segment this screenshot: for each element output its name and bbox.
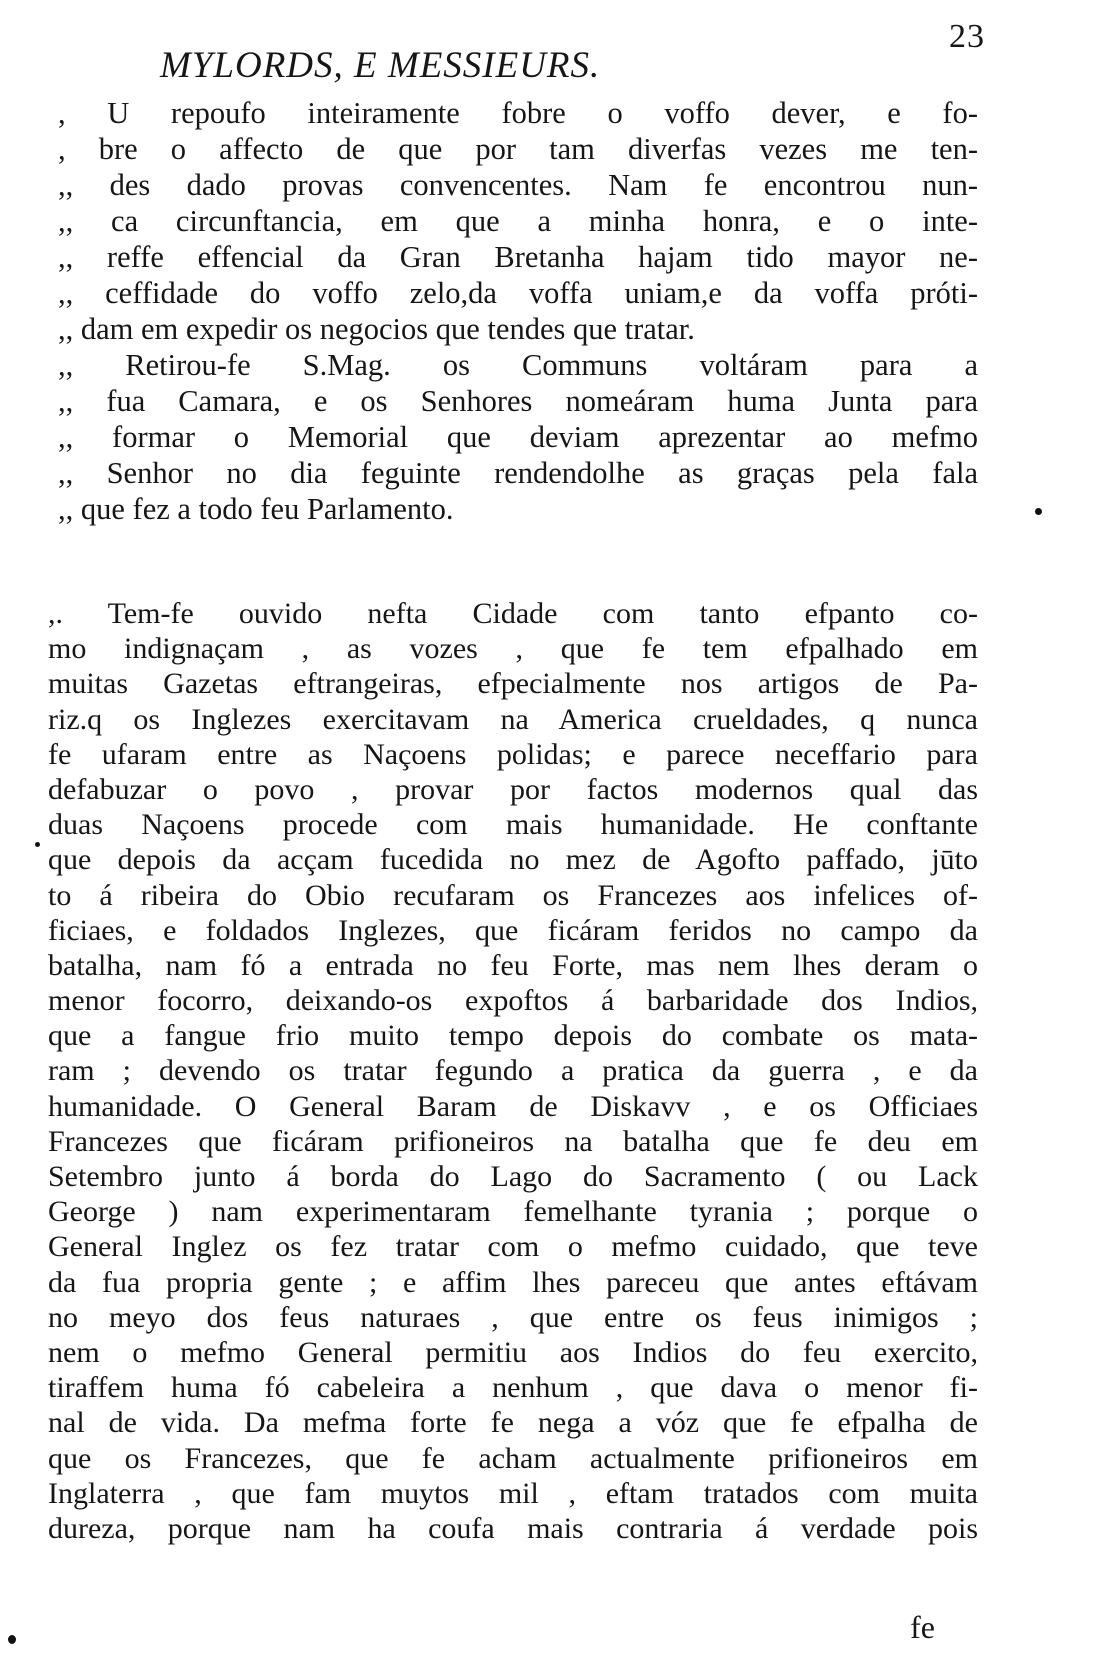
narrative-line: George ) nam experimentaram femelhante tyrania ; porque o	[48, 1195, 978, 1229]
narrative-line: que depois da acçam fucedida no mez de Agofto paffado, jūto	[48, 843, 978, 877]
ink-speck	[1035, 508, 1042, 515]
ink-speck	[35, 842, 40, 847]
narrative-line: fe ufaram entre as Naçoens polidas; e parece neceffario para	[48, 737, 978, 771]
narrative-line: ram ; devendo os tratar fegundo a pratica da guerra , e da	[48, 1054, 978, 1088]
narrative-line: mo indignaçam , as vozes , que fe tem efpalhado em	[48, 632, 978, 666]
speech-line: , bre o affecto de que por tam diverfas vezes me ten-	[58, 132, 978, 166]
narrative-line: nal de vida. Da mefma forte fe nega a vóz que fe efpalha de	[48, 1406, 978, 1440]
narrative-line: Setembro junto á borda do Lago do Sacramento ( ou Lack	[48, 1160, 978, 1193]
speech-block	[48, 95, 978, 527]
catchword: fe	[910, 1609, 935, 1645]
narrative-line: Francezes que ficáram prifioneiros na batalha que fe deu em	[48, 1124, 978, 1158]
narrative-line: ficiaes, e foldados Inglezes, que ficáram feridos no campo da	[48, 913, 978, 947]
narrative-line: Inglaterra , que fam muytos mil , eftam tratados com muita	[48, 1476, 978, 1510]
narrative-line: menor focorro, deixando-os expoftos á barbaridade dos Indios,	[48, 984, 978, 1018]
speech-line: ,, reffe effencial da Gran Bretanha hajam tido mayor ne-	[58, 240, 978, 274]
page-number: 23	[949, 18, 985, 55]
speech-line: ,, formar o Memorial que deviam aprezentar ao mefmo	[58, 420, 978, 454]
narrative-line: muitas Gazetas eftrangeiras, efpecialmente nos artigos de Pa-	[48, 667, 978, 701]
speech-line: ,, Retirou-fe S.Mag. os Communs voltáram para a	[58, 348, 978, 382]
ink-speck	[8, 1635, 16, 1644]
narrative-line: da fua propria gente ; e affim lhes pareceu que antes eftávam	[48, 1265, 978, 1299]
narrative-line: General Inglez os fez tratar com o mefmo cuidado, que teve	[48, 1230, 978, 1264]
speech-line: ,, fua Camara, e os Senhores nomeáram huma Junta para	[58, 384, 978, 418]
narrative-line: humanidade. O General Baram de Diskavv , e os Officiaes	[48, 1089, 978, 1123]
speech-line: ,, dam em expedir os negocios que tendes que tratar.	[58, 312, 695, 346]
narrative-line: ,. Tem-fe ouvido nefta Cidade com tanto efpanto co-	[48, 597, 978, 630]
narrative-line: que os Francezes, que fe acham actualmente prifioneiros em	[48, 1441, 978, 1475]
narrative-line: dureza, porque nam ha coufa mais contraria á verdade pois	[48, 1511, 978, 1545]
speech-line: ,, que fez a todo feu Parlamento.	[58, 492, 454, 526]
speech-line: ,, des dado provas convencentes. Nam fe encontrou nun-	[58, 168, 978, 202]
speech-line: ,, Senhor no dia feguinte rendendolhe as graças pela fala	[58, 456, 978, 490]
narrative-line: batalha, nam fó a entrada no feu Forte, mas nem lhes deram o	[48, 948, 978, 982]
speech-line: ,, ceffidade do voffo zelo,da voffa uniam,e da voffa próti-	[58, 276, 978, 310]
narrative-line: que a fangue frio muito tempo depois do combate os mata-	[48, 1019, 978, 1053]
narrative-line: riz.q os Inglezes exercitavam na America crueldades, q nunca	[48, 702, 978, 736]
narrative-line: no meyo dos feus naturaes , que entre os feus inimigos ;	[48, 1300, 978, 1334]
page-heading: MYLORDS, E MESSIEURS.	[160, 45, 601, 86]
speech-line: , U repoufo inteiramente fobre o voffo dever, e fo-	[58, 96, 978, 130]
narrative-line: nem o mefmo General permitiu aos Indios do feu exercito,	[48, 1335, 978, 1369]
narrative-line: duas Naçoens procede com mais humanidade. He conftante	[48, 808, 978, 842]
narrative-line: to á ribeira do Obio recufaram os Francezes aos infelices of-	[48, 878, 978, 912]
narrative-line: tiraffem huma fó cabeleira a nenhum , que dava o menor fi-	[48, 1371, 978, 1405]
narrative-block	[48, 596, 978, 1546]
narrative-line: defabuzar o povo , provar por factos modernos qual das	[48, 772, 978, 806]
speech-line: ,, ca circunftancia, em que a minha honra, e o inte-	[58, 204, 978, 238]
